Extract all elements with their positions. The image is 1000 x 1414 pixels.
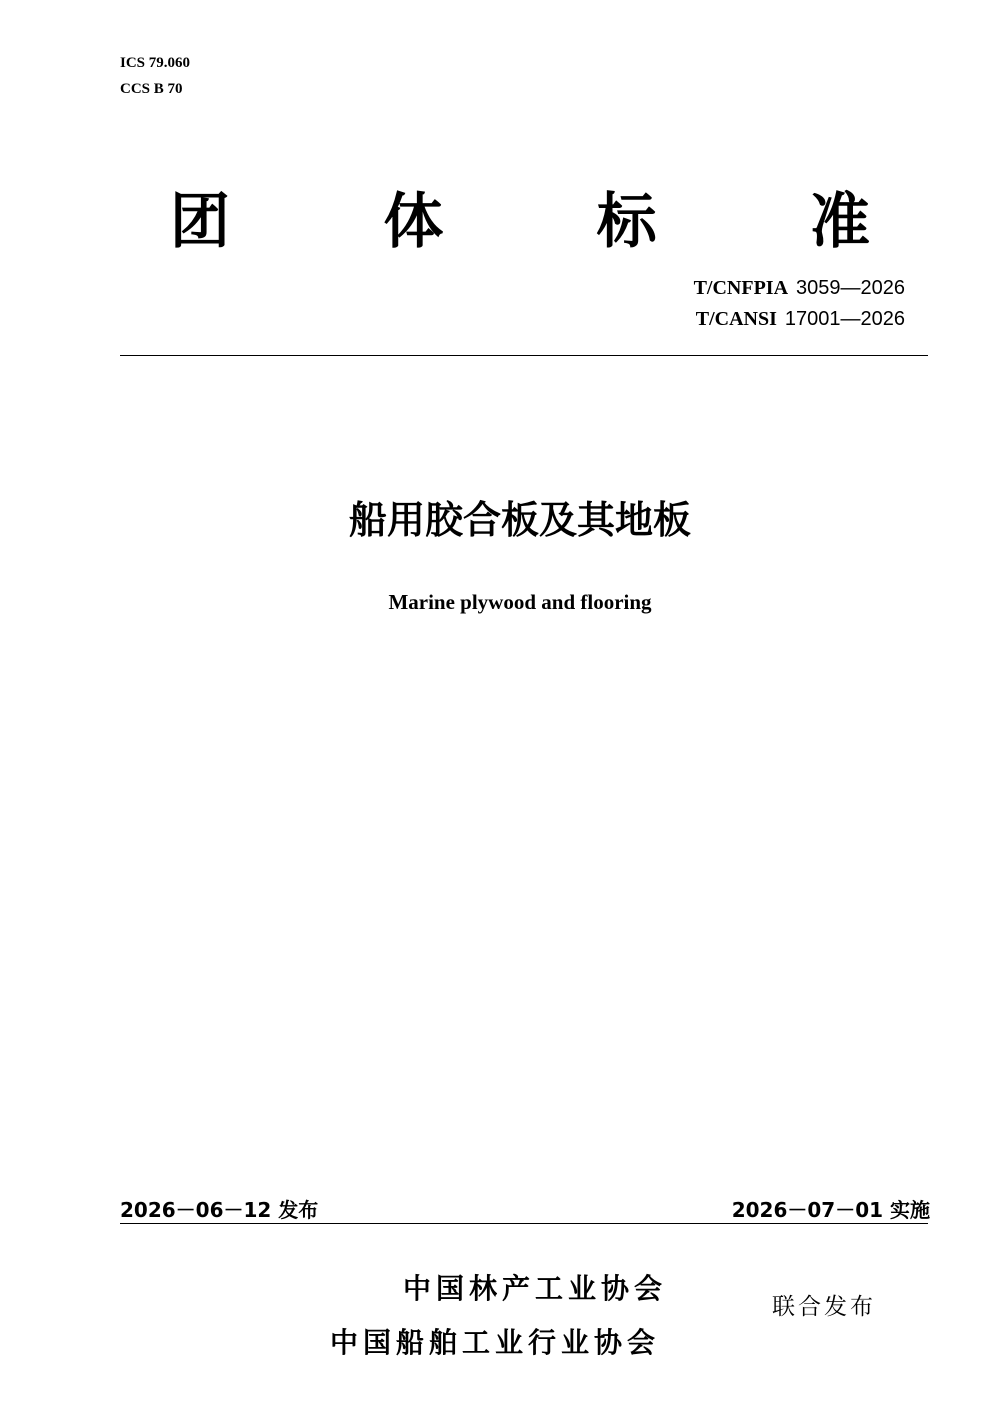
publisher-list <box>330 1262 740 1370</box>
ccs-code: CCS B 70 <box>120 81 183 97</box>
standard-number: 17001—2026 <box>784 308 905 330</box>
standard-numbers <box>694 272 905 334</box>
standard-type-char: 准 <box>809 187 870 257</box>
implement-date: 2026－07－01 实施 <box>731 1198 930 1222</box>
standard-type-char: 标 <box>596 187 657 257</box>
classification-codes <box>120 50 190 102</box>
top-divider <box>120 355 928 356</box>
standard-type-char: 体 <box>383 187 444 257</box>
ics-code: ICS 79.060 <box>120 55 191 71</box>
publish-date: 2026－06－12 发布 <box>120 1198 319 1222</box>
standard-prefix: T/CNFPIA <box>693 277 789 299</box>
joint-publish-label: 联合发布 <box>772 1294 876 1320</box>
standard-number-row <box>694 272 905 303</box>
publisher-name: 中国林产工业协会 <box>402 1272 667 1305</box>
bottom-divider <box>120 1223 928 1224</box>
standard-number: 3059—2026 <box>796 277 905 299</box>
standard-type-heading <box>170 182 870 262</box>
document-title-en: Marine plywood and flooring <box>388 590 652 614</box>
standard-number-row <box>694 303 905 334</box>
standard-prefix: T/CANSI <box>695 308 777 330</box>
publisher-name: 中国船舶工业行业协会 <box>330 1326 661 1359</box>
document-title-cn: 船用胶合板及其地板 <box>348 498 691 542</box>
standard-type-char: 团 <box>170 187 230 257</box>
